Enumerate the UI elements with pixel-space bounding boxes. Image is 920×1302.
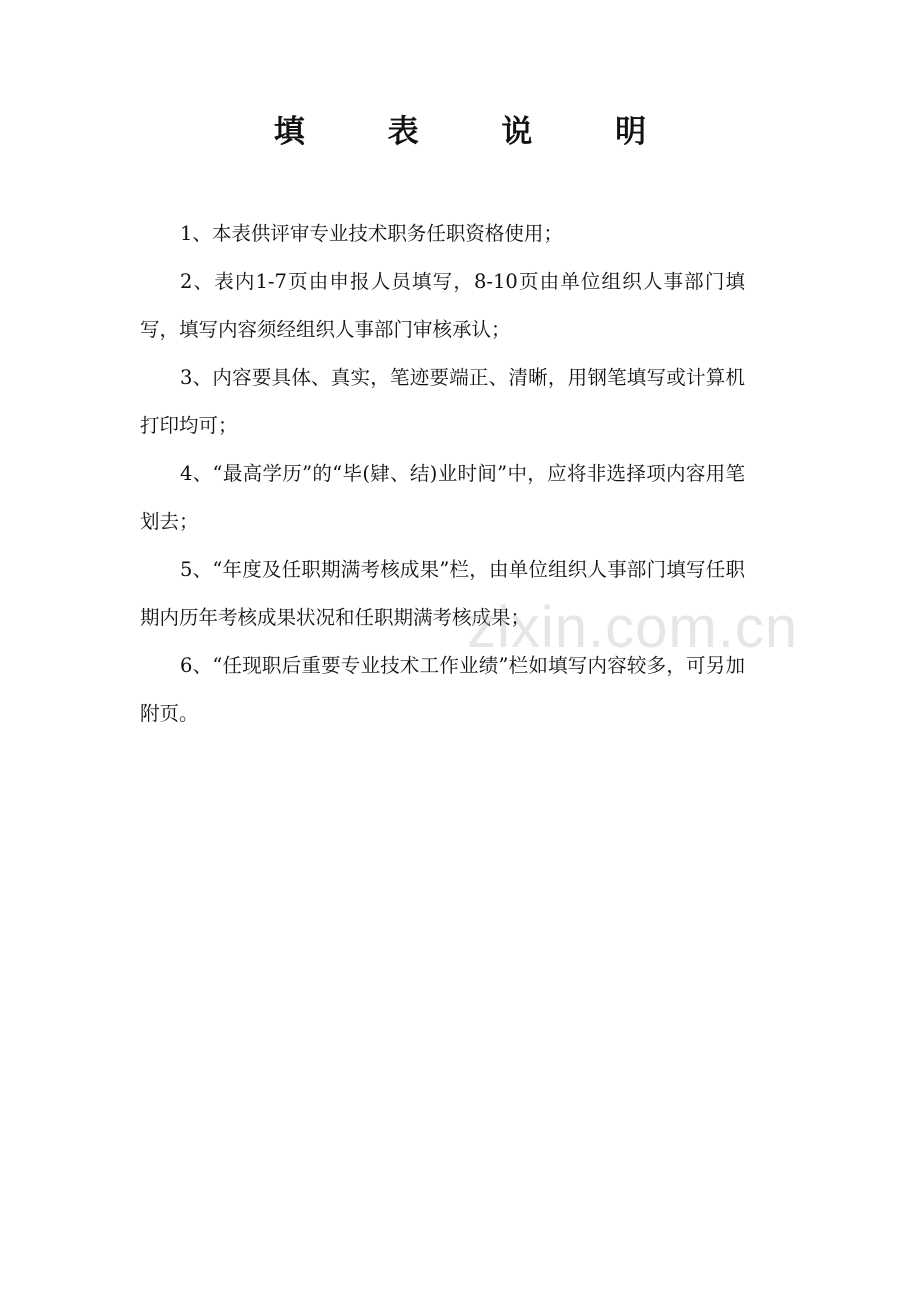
watermark: zixin.com.cn <box>467 595 799 660</box>
instruction-item-3: 3、内容要具体、真实，笔迹要端正、清晰，用钢笔填写或计算机打印均可； <box>140 366 745 437</box>
instruction-item-4: 4、“最高学历”的“毕(肄、结)业时间”中，应将非选择项内容用笔划去； <box>140 462 745 533</box>
instruction-item-2: 2、表内1-7页由申报人员填写，8-10页由单位组织人事部门填写，填写内容须经组织人事部门审核承认； <box>140 270 745 341</box>
page-title: 填 表 说 明 <box>273 114 683 150</box>
instructions-body <box>140 210 745 738</box>
instruction-item-6: 6、“任现职后重要专业技术工作业绩”栏如填写内容较多，可另加附页。 <box>140 654 745 725</box>
instruction-item-1: 1、本表供评审专业技术职务任职资格使用； <box>180 222 563 245</box>
instruction-item-5: 5、“年度及任职期满考核成果”栏，由单位组织人事部门填写任职期内历年考核成果状况和任职期满考核成果； <box>140 558 745 629</box>
